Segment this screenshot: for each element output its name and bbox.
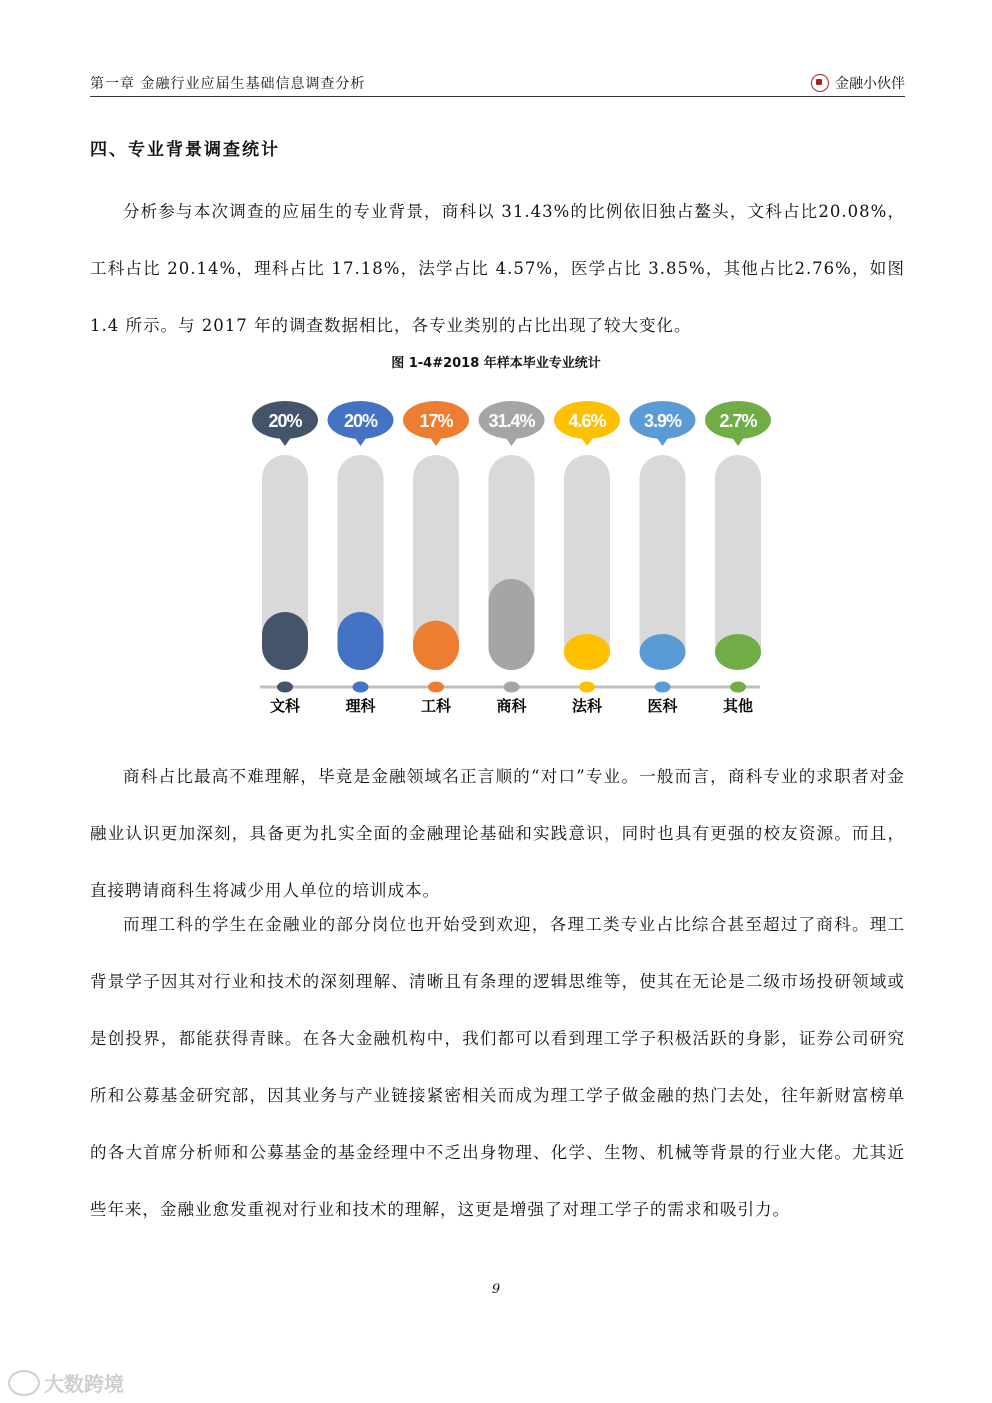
value-bubble-pointer: [505, 436, 519, 446]
value-bubble-pointer: [354, 436, 368, 446]
chapter-title: 第一章 金融行业应届生基础信息调查分析: [90, 76, 366, 92]
data-label: 20%: [268, 411, 302, 431]
value-bubble-pointer: [656, 436, 670, 446]
category-label: 医科: [647, 697, 678, 715]
bar-2: [338, 612, 384, 670]
axis-marker: [655, 682, 671, 693]
axis-marker: [504, 682, 520, 693]
watermark-text: 大数跨境: [44, 1372, 124, 1396]
value-bubble-pointer: [278, 436, 292, 446]
paragraph-1-text: 分析参与本次调查的应届生的专业背景，商科以 31.43%的比例依旧独占鳌头，文科占比20.08%，工科占比 20.14%，理科占比 17.18%，法学占比 4.57%，医学占比 3.85%，其他占比2.76%，如图 1.4 所示。与 2017 年的调查数据相比，各专业类别的占比出现了较大变化。: [90, 202, 905, 335]
data-label: 2.7%: [719, 411, 757, 431]
bar-5: [564, 634, 610, 670]
paragraph-3: [90, 896, 905, 1238]
category-label: 商科: [496, 697, 527, 715]
bar-3: [413, 621, 459, 670]
bar-1: [262, 612, 308, 670]
category-label: 其他: [722, 697, 754, 715]
axis-marker: [353, 682, 369, 693]
brand-logo-icon: [811, 74, 829, 92]
bar-4: [489, 579, 535, 670]
data-label: 31.4%: [488, 411, 535, 431]
page-header: [90, 70, 905, 97]
bar-7: [715, 634, 761, 670]
paragraph-3-text: 而理工科的学生在金融业的部分岗位也开始受到欢迎，各理工类专业占比综合甚至超过了商科。理工背景学子因其对行业和技术的深刻理解、清晰且有条理的逻辑思维等，使其在无论是二级市场投研领域或是创投界，都能获得青睐。在各大金融机构中，我们都可以看到理工学子积极活跃的身影，证券公司研究所和公募基金研究部，因其业务与产业链接紧密相关而成为理工学子做金融的热门去处，往年新财富榜单的各大首席分析师和公募基金的基金经理中不乏出身物理、化学、生物、机械等背景的行业大佬。尤其近些年来，金融业愈发重视对行业和技术的理解，这更是增强了对理工学子的需求和吸引力。: [90, 915, 905, 1219]
data-label: 3.9%: [643, 411, 682, 431]
data-label: 20%: [343, 411, 378, 431]
brand-name: 金融小伙伴: [835, 76, 905, 92]
bar-6: [640, 634, 686, 670]
data-label: 17%: [419, 411, 453, 431]
paragraph-2-text: 商科占比最高不难理解，毕竟是金融领域名正言顺的“对口”专业。一般而言，商科专业的求职者对金融业认识更加深刻，具备更为扎实全面的金融理论基础和实践意识，同时也具有更强的校友资源。而且，直接聘请商科生将减少用人单位的培训成本。: [90, 767, 905, 900]
axis-marker: [579, 682, 595, 693]
category-label: 法科: [571, 697, 603, 715]
value-bubble-pointer: [580, 436, 594, 446]
watermark: [8, 1368, 124, 1397]
major-distribution-chart: [240, 395, 780, 725]
category-label: 工科: [420, 697, 452, 715]
brand: [811, 73, 905, 93]
category-label: 文科: [269, 697, 301, 715]
category-label: 理科: [345, 697, 376, 715]
value-bubble-pointer: [731, 436, 745, 446]
page-number: 9: [491, 1282, 501, 1297]
watermark-logo-icon: [8, 1370, 40, 1396]
section-title: 四、专业背景调查统计: [90, 140, 280, 160]
axis-marker: [277, 682, 293, 693]
paragraph-1: [90, 183, 905, 354]
axis-marker: [428, 682, 444, 693]
value-bubble-pointer: [429, 436, 443, 446]
paragraph-2: [90, 748, 905, 919]
data-label: 4.6%: [568, 411, 606, 431]
axis-marker: [730, 682, 746, 693]
figure-title: 图 1-4#2018 年样本毕业专业统计: [391, 356, 601, 371]
